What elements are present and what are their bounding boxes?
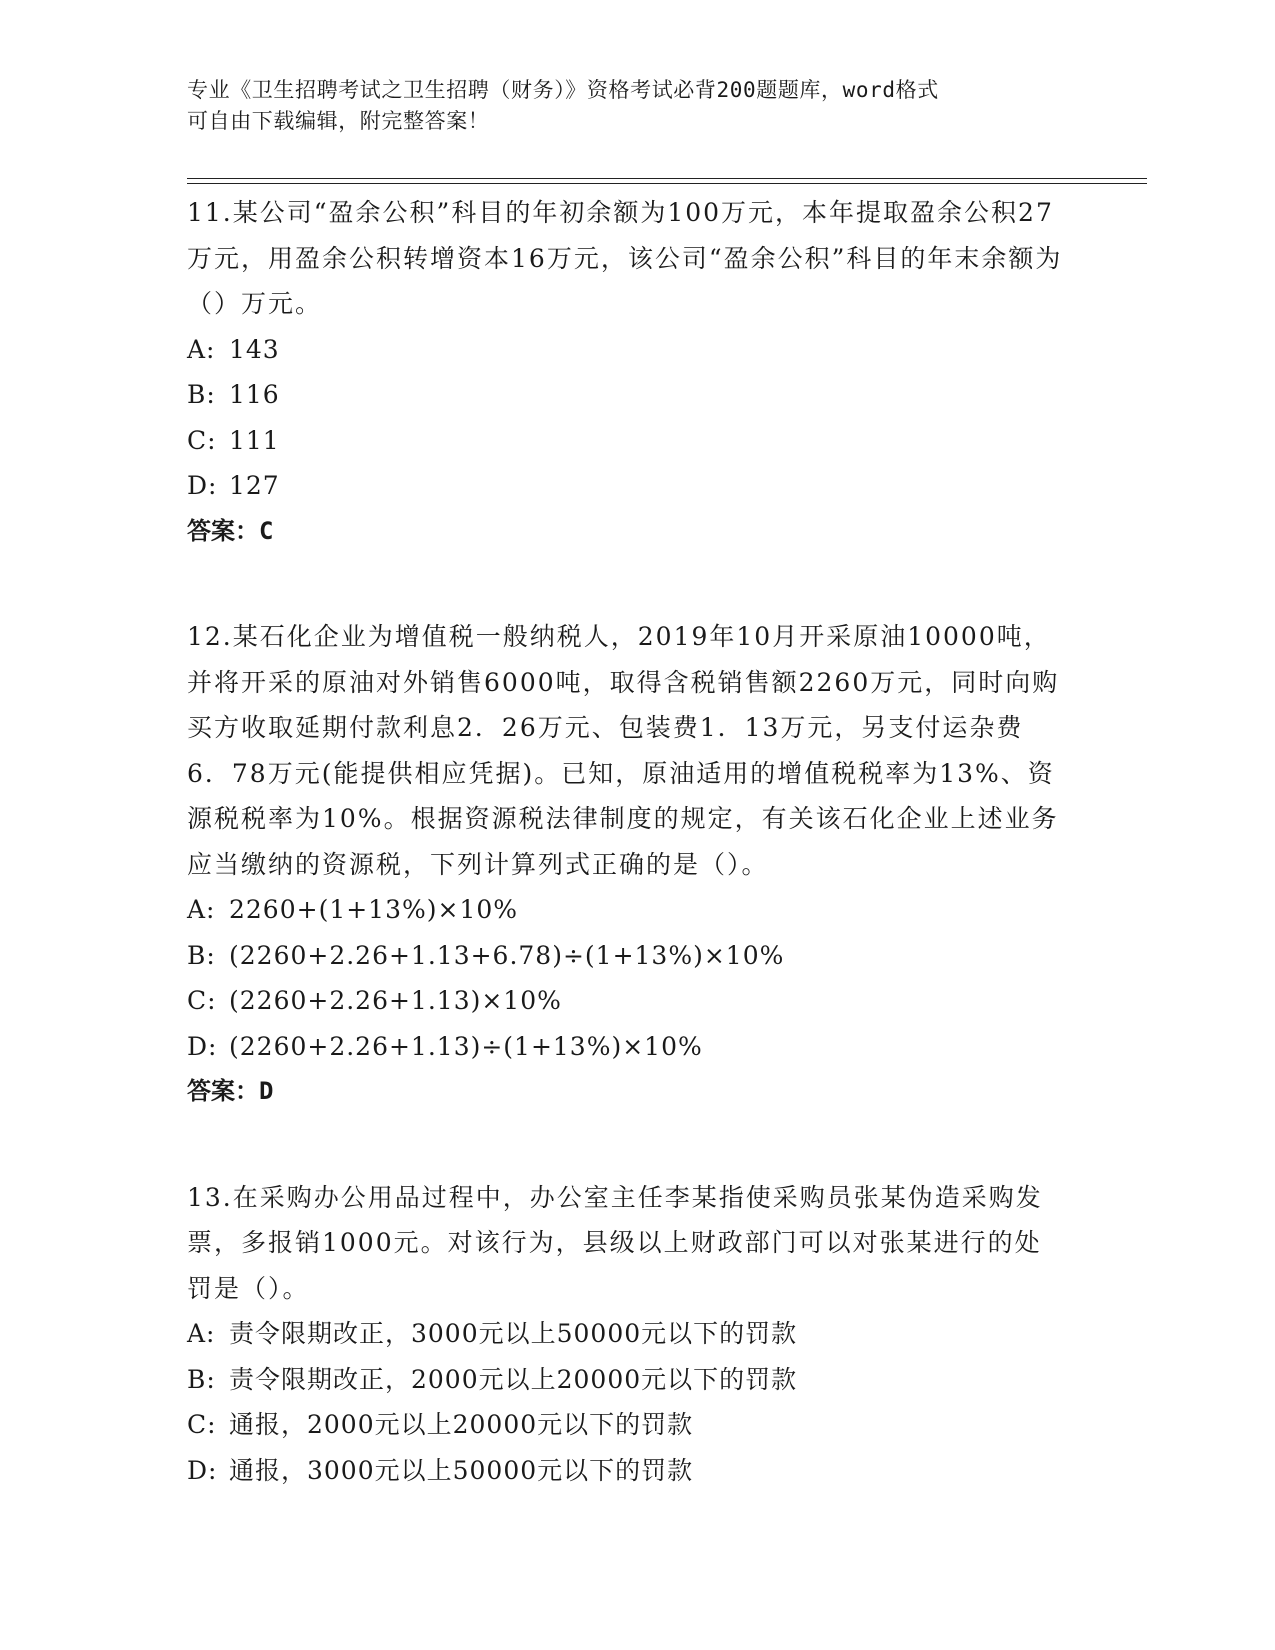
option-c xyxy=(187,1402,1067,1448)
option-a xyxy=(187,327,1067,373)
option-text: 111 xyxy=(229,425,280,455)
option-letter: C: xyxy=(187,425,217,455)
option-d xyxy=(187,1448,1067,1494)
option-list xyxy=(187,887,1067,1069)
question-spacer xyxy=(187,1115,1067,1175)
option-letter: A: xyxy=(187,1319,216,1348)
option-letter: C: xyxy=(187,1410,217,1439)
option-letter: A: xyxy=(187,334,216,364)
question-13 xyxy=(187,1175,1067,1494)
option-text: (2260+2.26+1.13+6.78)÷(1+13%)×10% xyxy=(229,940,785,970)
header-title-line-1: 专业《卫生招聘考试之卫生招聘（财务）》资格考试必背200题题库，word格式 xyxy=(187,78,939,102)
option-letter: D: xyxy=(187,1031,218,1061)
option-c xyxy=(187,978,1067,1024)
answer-label: 答案：D xyxy=(187,1077,274,1105)
question-spacer xyxy=(187,554,1067,614)
option-text: (2260+2.26+1.13)÷(1+13%)×10% xyxy=(229,1031,703,1061)
question-stem: 12.某石化企业为增值税一般纳税人，2019年10月开采原油10000吨，并将开采的原油对外销售6000吨，取得含税销售额2260万元，同时向购买方收取延期付款利息2．26万元、包装费1．13万元，另支付运杂费6．78万元(能提供相应凭据)。已知，原油适用的增值税税率为13%、资源税税率为10%。根据资源税法律制度的规定，有关该石化企业上述业务应当缴纳的资源税，下列计算列式正确的是（）。 xyxy=(187,622,1060,879)
option-letter: A: xyxy=(187,895,216,924)
option-letter: B: xyxy=(187,1364,216,1394)
header-divider xyxy=(187,178,1147,184)
option-letter: C: xyxy=(187,986,217,1015)
option-text: 116 xyxy=(229,380,280,409)
header-title-line-2: 可自由下载编辑，附完整答案！ xyxy=(187,109,490,133)
question-12 xyxy=(187,614,1067,1115)
option-text: (2260+2.26+1.13)×10% xyxy=(229,986,562,1015)
option-text: 2260+(1+13%)×10% xyxy=(229,895,519,924)
option-b xyxy=(187,1357,1067,1403)
option-d xyxy=(187,1024,1067,1070)
option-d xyxy=(187,463,1067,509)
option-list xyxy=(187,1311,1067,1493)
option-letter: B: xyxy=(187,940,216,970)
question-stem: 13.在采购办公用品过程中，办公室主任李某指使采购员张某伪造采购发票，多报销1000元。对该行为，县级以上财政部门可以对张某进行的处罚是（）。 xyxy=(187,1182,1043,1303)
question-list xyxy=(187,190,1067,1493)
option-b xyxy=(187,933,1067,979)
question-stem: 11.某公司“盈余公积”科目的年初余额为100万元，本年提取盈余公积27万元，用盈余公积转增资本16万元，该公司“盈余公积”科目的年末余额为（）万元。 xyxy=(187,198,1063,318)
option-a xyxy=(187,887,1067,933)
option-list xyxy=(187,327,1067,509)
option-text: 通报，2000元以上20000元以下的罚款 xyxy=(229,1410,694,1439)
answer-label: 答案：C xyxy=(187,516,274,545)
option-text: 责令限期改正，3000元以上50000元以下的罚款 xyxy=(229,1319,798,1348)
option-letter: D: xyxy=(187,471,218,500)
option-letter: B: xyxy=(187,380,216,409)
option-text: 127 xyxy=(229,471,280,500)
option-letter: D: xyxy=(187,1455,218,1485)
option-text: 143 xyxy=(229,334,280,364)
option-b xyxy=(187,372,1067,418)
option-a xyxy=(187,1311,1067,1357)
option-text: 责令限期改正，2000元以上20000元以下的罚款 xyxy=(229,1364,798,1394)
option-text: 通报，3000元以上50000元以下的罚款 xyxy=(229,1455,694,1485)
question-11 xyxy=(187,190,1067,554)
page-header xyxy=(187,75,1067,137)
option-c xyxy=(187,418,1067,464)
